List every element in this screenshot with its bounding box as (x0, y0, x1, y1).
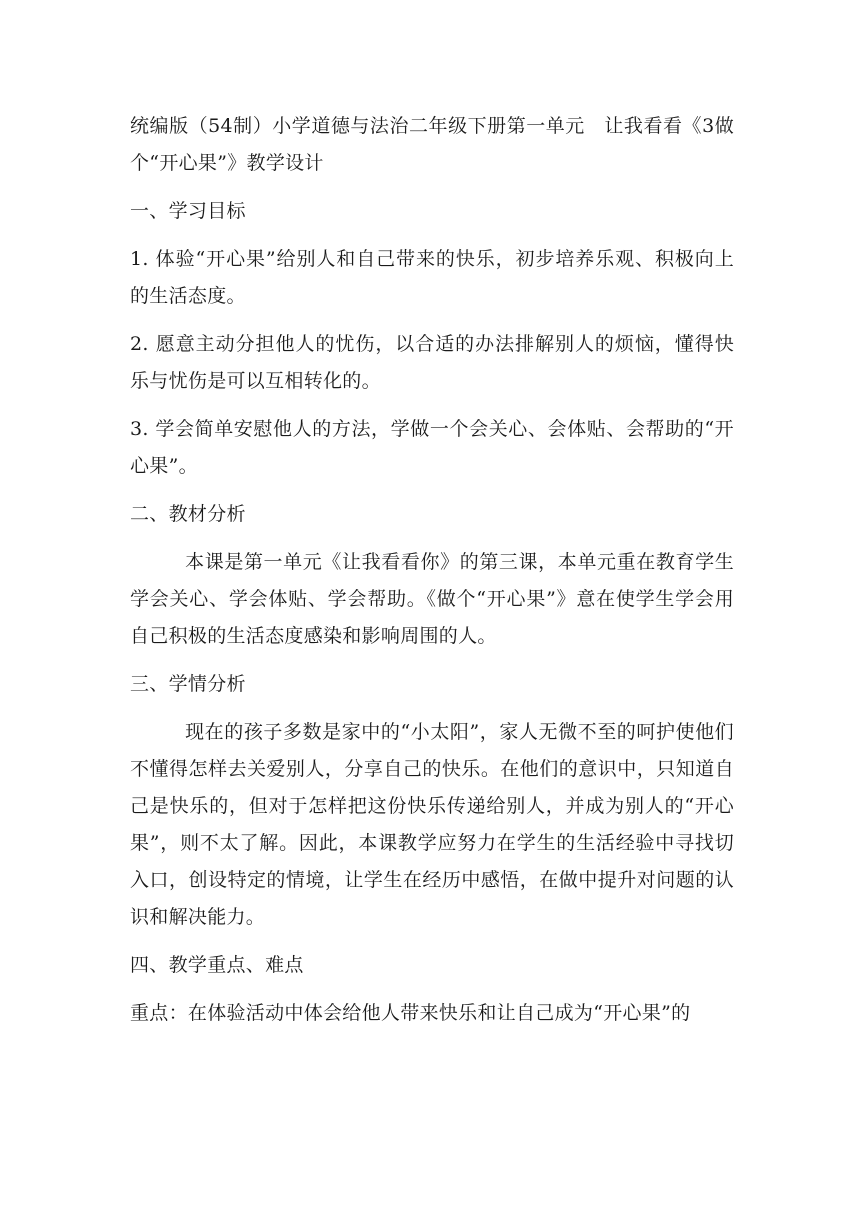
learner-analysis-paragraph: 现在的孩子多数是家中的“小太阳”，家人无微不至的呵护使他们不懂得怎样去关爱别人，分享自己的快乐。在他们的意识中，只知道自己是快乐的，但对于怎样把这份快乐传递给别人，并成为别人的“开心果”，则不太了解。因此，本课教学应努力在学生的生活经验中寻找切入口，创设特定的情境，让学生在经历中感悟，在做中提升对问题的认识和解决能力。 (130, 721, 734, 928)
objective-item-2: 2. 愿意主动分担他人的忧伤，以合适的办法排解别人的烦恼，懂得快乐与忧伤是可以互相转化的。 (130, 333, 734, 392)
key-point-text: 重点：在体验活动中体会给他人带来快乐和让自己成为“开心果”的 (130, 1002, 691, 1024)
section-heading-learner-analysis: 三、学情分析 (130, 673, 246, 695)
section-heading-key-points: 四、教学重点、难点 (130, 954, 304, 976)
document-title: 统编版（54制）小学道德与法治二年级下册第一单元 让我看看《3做个“开心果”》教学设计 (130, 115, 734, 174)
objective-item-3: 3. 学会简单安慰他人的方法，学做一个会关心、会体贴、会帮助的“开心果”。 (130, 418, 734, 477)
objective-item-1: 1. 体验“开心果”给别人和自己带来的快乐，初步培养乐观、积极向上的生活态度。 (130, 248, 734, 307)
material-analysis-paragraph: 本课是第一单元《让我看看你》的第三课，本单元重在教育学生学会关心、学会体贴、学会帮助。《做个“开心果”》意在使学生学会用自己积极的生活态度感染和影响周围的人。 (130, 551, 734, 647)
section-heading-material-analysis: 二、教材分析 (130, 503, 246, 525)
section-heading-objectives: 一、学习目标 (130, 200, 246, 222)
document-body (130, 108, 734, 1043)
